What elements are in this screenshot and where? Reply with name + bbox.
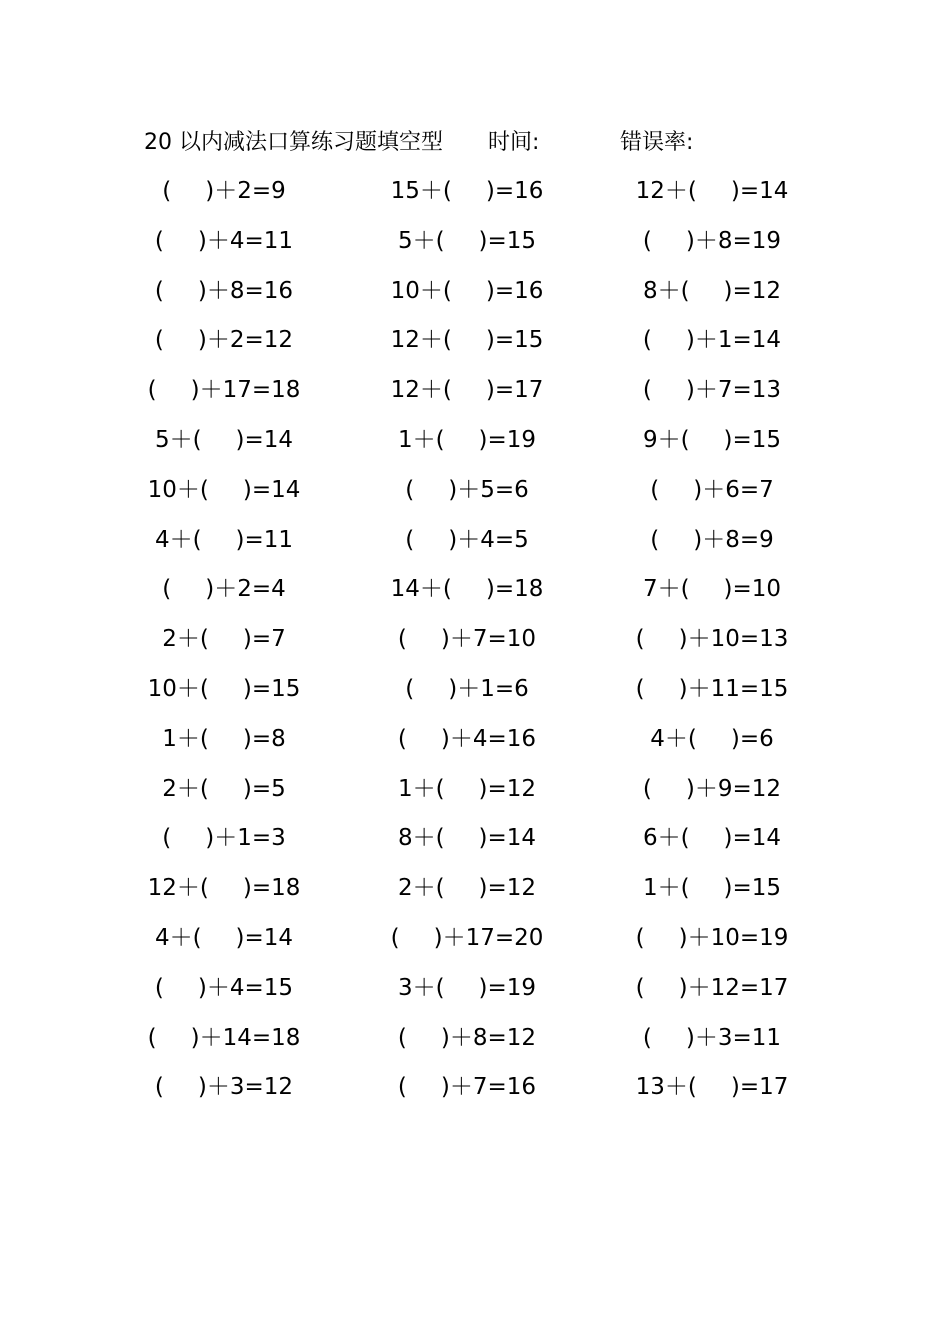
problem-right-part: )＋8=16 <box>197 277 294 304</box>
problem-left-part: 4＋( <box>154 924 202 951</box>
problem-right-part: )=19 <box>478 974 537 1001</box>
problem-item <box>612 1020 812 1056</box>
problem-item <box>367 522 567 558</box>
problem-item <box>367 621 567 657</box>
problem-left-part: ( <box>390 924 400 951</box>
problem-row <box>0 721 950 771</box>
problem-right-part: )＋7=16 <box>440 1074 537 1101</box>
problem-item <box>612 771 812 807</box>
problem-item <box>124 173 324 209</box>
worksheet-title: 20 以内减法口算练习题填空型 <box>144 130 443 155</box>
problem-left-part: ( <box>162 576 172 603</box>
problem-right-part: )=15 <box>723 426 782 453</box>
problem-item <box>367 1020 567 1056</box>
problem-item <box>612 920 812 956</box>
problem-right-part: )＋4=11 <box>197 227 294 254</box>
error-rate-label: 错误率: <box>620 130 694 155</box>
problem-left-part: 13＋( <box>635 1074 697 1101</box>
problem-item <box>367 870 567 906</box>
problem-left-part: ( <box>635 626 645 653</box>
problem-right-part: )＋2=12 <box>197 327 294 354</box>
problem-right-part: )＋1=14 <box>685 327 782 354</box>
problem-right-part: )=19 <box>478 426 537 453</box>
problem-left-part: ( <box>162 825 172 852</box>
problem-item <box>367 671 567 707</box>
problem-left-part: 3＋( <box>397 974 445 1001</box>
problem-left-part: 5＋( <box>154 426 202 453</box>
problem-right-part: )＋2=4 <box>205 576 286 603</box>
problem-left-part: ( <box>147 377 157 404</box>
problem-item <box>612 721 812 757</box>
problem-left-part: ( <box>154 277 164 304</box>
problem-left-part: ( <box>162 178 172 204</box>
problem-row <box>0 223 950 273</box>
problem-item <box>124 322 324 358</box>
problem-left-part: 7＋( <box>642 576 690 603</box>
problem-grid <box>0 173 950 1119</box>
problem-left-part: ( <box>642 327 652 354</box>
problem-right-part: )=11 <box>235 526 294 553</box>
problem-left-part: ( <box>642 775 652 802</box>
problem-left-part: ( <box>154 1074 164 1101</box>
problem-right-part: )=8 <box>242 725 286 752</box>
problem-right-part: )=17 <box>730 1074 789 1101</box>
problem-item <box>612 571 812 607</box>
problem-left-part: ( <box>635 974 645 1001</box>
problem-item <box>367 820 567 856</box>
problem-item <box>367 1069 567 1105</box>
problem-right-part: )=7 <box>242 626 286 653</box>
problem-item <box>367 472 567 508</box>
problem-right-part: )=15 <box>478 227 537 254</box>
problem-left-part: 5＋( <box>397 227 445 254</box>
problem-row <box>0 970 950 1020</box>
problem-right-part: )＋8=19 <box>685 227 782 254</box>
problem-left-part: ( <box>397 725 407 752</box>
problem-item <box>612 273 812 309</box>
worksheet-header <box>0 126 950 160</box>
problem-right-part: )＋7=10 <box>440 626 537 653</box>
problem-item <box>612 223 812 259</box>
problem-left-part: ( <box>642 1024 652 1051</box>
problem-item <box>124 920 324 956</box>
problem-item <box>124 870 324 906</box>
problem-item <box>124 522 324 558</box>
problem-item <box>124 621 324 657</box>
problem-left-part: ( <box>154 974 164 1001</box>
problem-item <box>124 820 324 856</box>
problem-left-part: 2＋( <box>162 626 209 653</box>
problem-left-part: ( <box>397 1074 407 1101</box>
problem-right-part: )=18 <box>485 576 544 603</box>
problem-right-part: )＋11=15 <box>678 675 789 702</box>
problem-row <box>0 920 950 970</box>
problem-left-part: ( <box>650 526 660 553</box>
problem-right-part: )=14 <box>730 178 789 204</box>
problem-left-part: 1＋( <box>642 875 690 902</box>
problem-item <box>124 1069 324 1105</box>
problem-right-part: )=5 <box>242 775 286 802</box>
problem-row <box>0 1020 950 1070</box>
problem-item <box>367 571 567 607</box>
time-label: 时间: <box>488 130 540 155</box>
problem-left-part: 10＋( <box>147 476 209 503</box>
problem-item <box>124 970 324 1006</box>
problem-row <box>0 522 950 572</box>
problem-left-part: ( <box>154 327 164 354</box>
problem-right-part: )=15 <box>485 327 544 354</box>
problem-right-part: )＋14=18 <box>190 1024 301 1051</box>
problem-right-part: )=15 <box>723 875 782 902</box>
problem-right-part: )＋9=12 <box>685 775 782 802</box>
problem-left-part: 12＋( <box>390 327 452 354</box>
problem-left-part: ( <box>650 476 660 503</box>
problem-left-part: 12＋( <box>635 178 697 204</box>
problem-item <box>367 372 567 408</box>
problem-right-part: )=16 <box>485 178 544 204</box>
problem-row <box>0 322 950 372</box>
problem-right-part: )＋17=18 <box>190 377 301 404</box>
problem-row <box>0 870 950 920</box>
problem-right-part: )＋1=6 <box>448 675 529 702</box>
problem-item <box>124 671 324 707</box>
problem-row <box>0 671 950 721</box>
problem-left-part: ( <box>405 526 415 553</box>
problem-item <box>612 1069 812 1105</box>
problem-right-part: )＋6=7 <box>693 476 774 503</box>
problem-left-part: ( <box>397 626 407 653</box>
problem-row <box>0 422 950 472</box>
problem-item <box>367 771 567 807</box>
problem-left-part: 14＋( <box>390 576 452 603</box>
problem-item <box>612 522 812 558</box>
problem-right-part: )＋17=20 <box>433 924 544 951</box>
problem-left-part: 1＋( <box>397 426 445 453</box>
problem-item <box>124 771 324 807</box>
problem-right-part: )=18 <box>242 875 301 902</box>
problem-right-part: )=14 <box>478 825 537 852</box>
problem-left-part: 1＋( <box>162 725 209 752</box>
problem-item <box>367 721 567 757</box>
problem-item <box>367 920 567 956</box>
problem-right-part: )＋8=9 <box>693 526 774 553</box>
problem-right-part: )＋2=9 <box>205 178 286 204</box>
problem-left-part: 2＋( <box>397 875 445 902</box>
problem-right-part: )=10 <box>723 576 782 603</box>
problem-left-part: 12＋( <box>390 377 452 404</box>
problem-right-part: )=12 <box>478 875 537 902</box>
problem-item <box>612 621 812 657</box>
problem-left-part: ( <box>642 377 652 404</box>
problem-right-part: )=15 <box>242 675 301 702</box>
problem-left-part: ( <box>397 1024 407 1051</box>
problem-item <box>124 273 324 309</box>
problem-left-part: ( <box>635 675 645 702</box>
problem-right-part: )=17 <box>485 377 544 404</box>
problem-item <box>612 422 812 458</box>
problem-left-part: 10＋( <box>390 277 452 304</box>
problem-left-part: ( <box>635 924 645 951</box>
problem-item <box>612 472 812 508</box>
problem-row <box>0 771 950 821</box>
problem-left-part: 8＋( <box>642 277 690 304</box>
problem-item <box>124 721 324 757</box>
problem-row <box>0 571 950 621</box>
problem-item <box>367 422 567 458</box>
problem-right-part: )＋10=13 <box>678 626 789 653</box>
problem-left-part: 8＋( <box>397 825 445 852</box>
problem-left-part: 10＋( <box>147 675 209 702</box>
problem-left-part: 1＋( <box>397 775 445 802</box>
problem-row <box>0 472 950 522</box>
problem-item <box>612 322 812 358</box>
problem-row <box>0 621 950 671</box>
problem-left-part: 4＋( <box>154 526 202 553</box>
problem-item <box>612 970 812 1006</box>
problem-right-part: )＋3=11 <box>685 1024 782 1051</box>
problem-left-part: 6＋( <box>642 825 690 852</box>
problem-item <box>612 372 812 408</box>
problem-right-part: )＋3=12 <box>197 1074 294 1101</box>
problem-item <box>124 1020 324 1056</box>
problem-right-part: )＋5=6 <box>448 476 529 503</box>
problem-left-part: 12＋( <box>147 875 209 902</box>
problem-left-part: 15＋( <box>390 178 452 204</box>
problem-right-part: )=14 <box>723 825 782 852</box>
problem-right-part: )＋4=15 <box>197 974 294 1001</box>
problem-right-part: )=12 <box>723 277 782 304</box>
problem-right-part: )=12 <box>478 775 537 802</box>
problem-item <box>124 422 324 458</box>
problem-item <box>124 472 324 508</box>
problem-left-part: 2＋( <box>162 775 209 802</box>
problem-right-part: )＋1=3 <box>205 825 286 852</box>
problem-row <box>0 372 950 422</box>
problem-item <box>367 970 567 1006</box>
problem-right-part: )＋4=5 <box>448 526 529 553</box>
problem-left-part: ( <box>154 227 164 254</box>
problem-left-part: ( <box>405 675 415 702</box>
problem-row <box>0 273 950 323</box>
problem-right-part: )＋4=16 <box>440 725 537 752</box>
problem-item <box>124 372 324 408</box>
problem-right-part: )＋7=13 <box>685 377 782 404</box>
problem-row <box>0 1069 950 1119</box>
problem-item <box>367 223 567 259</box>
problem-left-part: 4＋( <box>650 725 697 752</box>
problem-right-part: )=16 <box>485 277 544 304</box>
problem-item <box>124 571 324 607</box>
problem-right-part: )=14 <box>235 426 294 453</box>
problem-right-part: )=14 <box>235 924 294 951</box>
problem-item <box>612 820 812 856</box>
problem-row <box>0 820 950 870</box>
problem-item <box>367 173 567 209</box>
problem-right-part: )＋12=17 <box>678 974 789 1001</box>
problem-row <box>0 173 950 223</box>
problem-item <box>612 671 812 707</box>
problem-right-part: )=6 <box>730 725 774 752</box>
problem-left-part: ( <box>405 476 415 503</box>
problem-item <box>612 870 812 906</box>
problem-right-part: )＋10=19 <box>678 924 789 951</box>
problem-left-part: 9＋( <box>642 426 690 453</box>
problem-item <box>367 322 567 358</box>
problem-right-part: )＋8=12 <box>440 1024 537 1051</box>
problem-item <box>612 173 812 209</box>
problem-item <box>367 273 567 309</box>
problem-right-part: )=14 <box>242 476 301 503</box>
problem-item <box>124 223 324 259</box>
problem-left-part: ( <box>642 227 652 254</box>
problem-left-part: ( <box>147 1024 157 1051</box>
